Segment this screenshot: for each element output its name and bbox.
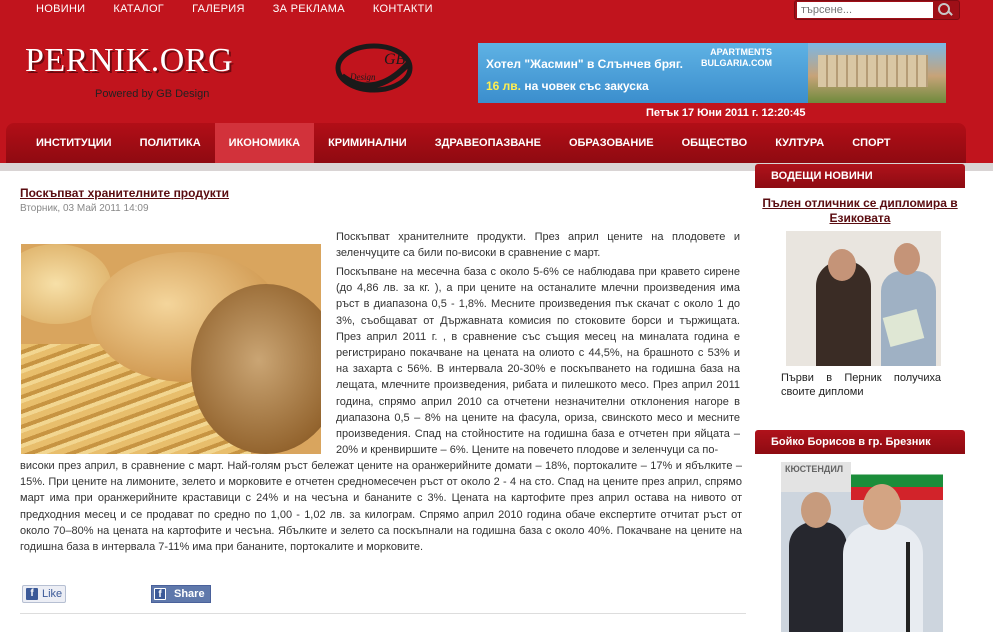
topnav-advertising[interactable]: ЗА РЕКЛАМА [272,3,345,15]
hotel-banner-ad[interactable] [478,43,946,103]
leading-news-excerpt: Първи в Перник получиха своите дипломи [781,372,941,397]
search-box [794,0,960,20]
banner-brand-line1: APARTMENTS [710,47,772,57]
nav-health[interactable]: ЗДРАВЕОПАЗВАНЕ [434,137,541,149]
nav-culture[interactable]: КУЛТУРА [775,137,825,149]
share-label: Share [174,588,205,600]
banner-price: 16 лв. [486,79,522,93]
article-paragraph-continued: високи през април, в сравнение с март. Най-голям ръст бележат цените на оранжерийните домати – 18%, портокалите – 17% и ябълките – 15%. При цените на лимоните, зелето и морковите е отчетен средномесечен ръст от около 2 - 4 на сто. Спад на цените през април, спрямо март има при оранжерийните краставици с 24% и на чесъна и бананите с 3%. Цената на картофите през април остава на нивото от предходния месец и се продават по средно по 1,00 - 1,02 лв. за килограм. Спрямо април 2010 година обаче експертите отчитат ръст от около 70–80% на цената на картофите и чесъна. Ябълките и зелето са поскъпнали на годишна база с около 40%. Покачване на цените на годишна база в интервала 7-11% има при бананите, портокалите и морковите. [20,460,742,554]
powered-by-text: Powered by GB Design [95,88,210,100]
banner-brand-line2: BULGARIA.COM [701,58,772,68]
microphone-stand [906,542,910,632]
article-date: Вторник, 03 Май 2011 14:09 [20,203,149,214]
nav-politics[interactable]: ПОЛИТИКА [139,137,201,149]
photo-man-white-shirt [843,524,923,632]
main-nav [6,123,966,163]
facebook-icon: f [26,588,38,600]
nav-education[interactable]: ОБРАЗОВАНИЕ [568,137,654,149]
banner-hotel-photo [808,43,946,103]
gb-logo-sub: Design [350,72,376,82]
banner-brand [701,47,772,69]
article-paragraph-body: Поскъпване на месечна база с около 5-6% се наблюдава при кравето сирене (до 4,86 лв. за кг. ), а при цените на останалите млечни произведения има ръст в диапазона 0,5 - 1,8%. Месните произведения пък скачат с около 1 до 3%, съобщават от Държавната комисия по стоковите борси и тържищата. През април 2011 г. , в сравнение със същия месец на миналата година е регистрирано покачване на цената на олиото с 44,5%, на брашното с 53% и на захарта с 56%. В интервала 20-30% е поскъпването на годишна база на лещата, млечните произведения, рибата и пилешкото месо. През април 2011 година, спрямо април 2010 са отчетени незначителни отклонения нагоре в диапазона 0,5 – 8% на цените на фасула, ориза, свинското месо и месните произведения. Спад на стойностите на годишна база е отчетен при яйцата – 20% и кренвиршите – 6%. Цените на повечето плодове и зеленчуци са по- [336,266,740,457]
nav-economy[interactable]: ИКОНОМИКА [215,123,314,163]
topnav-catalog[interactable]: КАТАЛОГ [113,3,165,15]
nav-society[interactable]: ОБЩЕСТВО [681,137,748,149]
photo-woman-face [828,249,856,281]
banner-title: Хотел "Жасмин" в Слънчев бряг. [486,57,684,71]
article-header [20,184,742,214]
leading-news-title[interactable]: Пълен отличник се дипломира в Езиковата [762,196,958,225]
nav-institutions[interactable]: ИНСТИТУЦИИ [36,137,112,149]
leading-news-heading: ВОДЕЩИ НОВИНИ [755,164,965,188]
topnav-news[interactable]: НОВИНИ [36,3,86,15]
article-image-bread [21,244,321,454]
facebook-share-button[interactable] [151,585,211,603]
top-nav [22,0,447,18]
article-title[interactable]: Поскъпват хранителните продукти [20,186,230,200]
article-divider [20,613,746,614]
article-paragraph-intro: Поскъпват хранителните продукти. През април цените на плодовете и зеленчуците са били по-високи в сравнение с март. [336,231,740,260]
facebook-icon: f [154,588,166,600]
like-label: Like [42,588,63,600]
topnav-contacts[interactable]: КОНТАКТИ [372,3,433,15]
leading-news-photo[interactable] [786,231,941,366]
gb-design-logo [334,38,414,98]
borisov-news-heading[interactable]: Бойко Борисов в гр. Брезник [755,430,965,454]
banner-price-rest: на човек със закуска [521,79,649,93]
current-datetime: Петък 17 Юни 2011 г. 12:20:45 [646,107,806,119]
photo-man-white-shirt-face [863,484,901,530]
nav-crime[interactable]: КРИМИНАЛНИ [328,137,407,149]
photo-man-suit [789,522,847,632]
site-logo[interactable]: PERNIK.ORG [25,42,234,79]
search-icon[interactable] [933,1,955,19]
search-input[interactable] [797,2,933,18]
topnav-gallery[interactable]: ГАЛЕРИЯ [192,3,245,15]
photo-sign: КЮСТЕНДИЛ [781,462,943,492]
hotel-building [818,55,928,87]
banner-price-line [486,79,649,93]
nav-sport[interactable]: СПОРТ [852,137,891,149]
leading-news-box [755,164,965,397]
facebook-like-button[interactable] [22,585,66,603]
borisov-news-photo[interactable] [781,462,943,632]
gb-logo-text: GB [384,51,406,68]
borisov-news-box [755,430,965,474]
photo-man-face [894,243,920,275]
photo-man-suit-face [801,492,831,528]
